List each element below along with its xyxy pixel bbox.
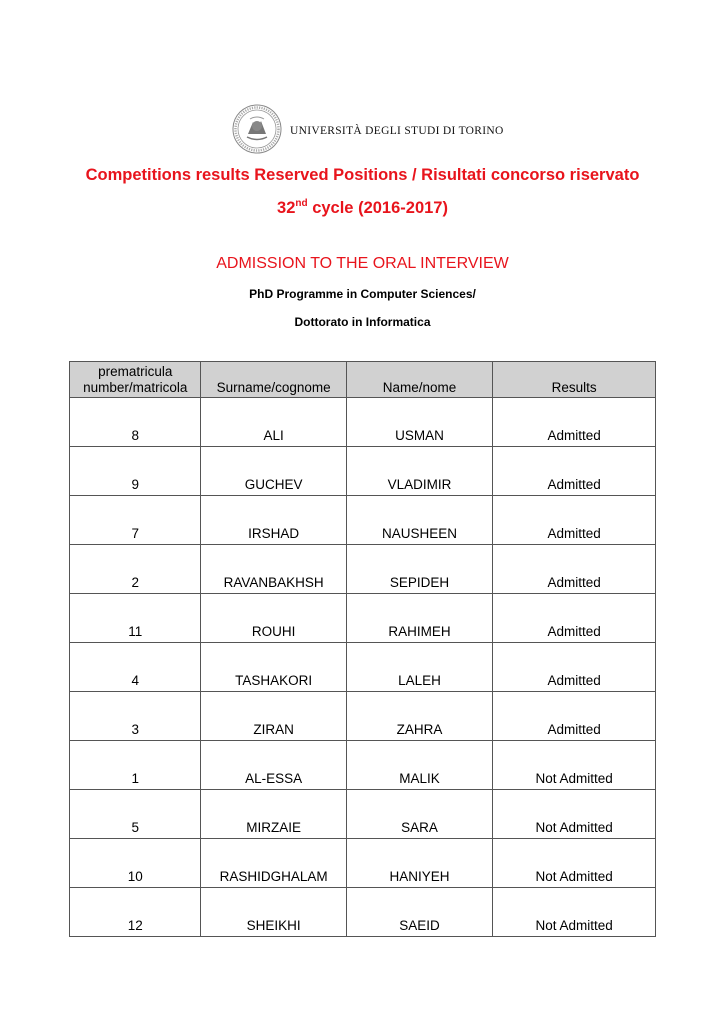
table-header-row [70,362,656,398]
cell-name: HANIYEH [346,839,493,888]
header-number [70,362,201,398]
table-row [70,496,656,545]
cell-surname: ZIRAN [201,692,346,741]
page-title: Competitions results Reserved Positions / Risultati concorso riservato [85,166,640,184]
cell-number: 10 [70,839,201,888]
cycle-suffix: nd [295,198,308,209]
cell-name: MALIK [346,741,493,790]
cell-name: USMAN [346,398,493,447]
header-surname: Surname/cognome [201,362,346,398]
cell-number: 12 [70,888,201,937]
cell-number-value: 1 [131,771,139,786]
table-row [70,692,656,741]
university-name: UNIVERSITÀ DEGLI STUDI DI TORINO [290,125,504,137]
cell-number: 11 [70,594,201,643]
cell-number: 4 [70,643,201,692]
cell-name: SAEID [346,888,493,937]
cell-name: LALEH [346,643,493,692]
cycle-subtitle [0,198,725,218]
cell-surname: GUCHEV [201,447,346,496]
cell-number: 9 [70,447,201,496]
cell-result: Admitted [493,545,656,594]
cell-result: Admitted [493,496,656,545]
cell-result: Admitted [493,398,656,447]
header-number-line1: prematricula [98,364,173,379]
table-row [70,594,656,643]
cell-surname: IRSHAD [201,496,346,545]
programme-italian: Dottorato in Informatica [294,315,431,329]
table-row [70,741,656,790]
cell-number: 7 [70,496,201,545]
cell-number: 3 [70,692,201,741]
cell-result: Admitted [493,447,656,496]
cell-result: Not Admitted [493,741,656,790]
section-heading: ADMISSION TO THE ORAL INTERVIEW [216,255,509,272]
cell-result: Not Admitted [493,888,656,937]
cell-surname: RASHIDGHALAM [201,839,346,888]
table-row [70,790,656,839]
page-header [232,104,504,154]
cell-name: ZAHRA [346,692,493,741]
cell-name: SEPIDEH [346,545,493,594]
table-row [70,888,656,937]
table-row [70,447,656,496]
cell-name: VLADIMIR [346,447,493,496]
table-row [70,398,656,447]
table-row [70,545,656,594]
table-row [70,643,656,692]
cell-surname: AL-ESSA [201,741,346,790]
cell-result: Not Admitted [493,790,656,839]
cell-surname: RAVANBAKHSH [201,545,346,594]
university-seal-icon [232,104,282,154]
cell-surname: MIRZAIE [201,790,346,839]
header-name: Name/nome [346,362,493,398]
cell-result: Admitted [493,692,656,741]
cell-surname: ROUHI [201,594,346,643]
results-table [69,361,656,937]
cell-result: Admitted [493,594,656,643]
cell-name: NAUSHEEN [346,496,493,545]
cell-name: RAHIMEH [346,594,493,643]
cycle-number: 32 [277,199,296,217]
cell-surname: ALI [201,398,346,447]
cell-surname: SHEIKHI [201,888,346,937]
table-row [70,839,656,888]
cell-result: Admitted [493,643,656,692]
header-number-line2: number/matricola [83,380,188,395]
cell-result: Not Admitted [493,839,656,888]
programme-english: PhD Programme in Computer Sciences/ [249,287,476,301]
cell-name: SARA [346,790,493,839]
cell-number: 2 [70,545,201,594]
cell-number: 5 [70,790,201,839]
cycle-text: cycle (2016-2017) [307,199,448,217]
cell-surname: TASHAKORI [201,643,346,692]
cell-number: 8 [70,398,201,447]
header-results: Results [493,362,656,398]
cell-number [70,741,201,790]
